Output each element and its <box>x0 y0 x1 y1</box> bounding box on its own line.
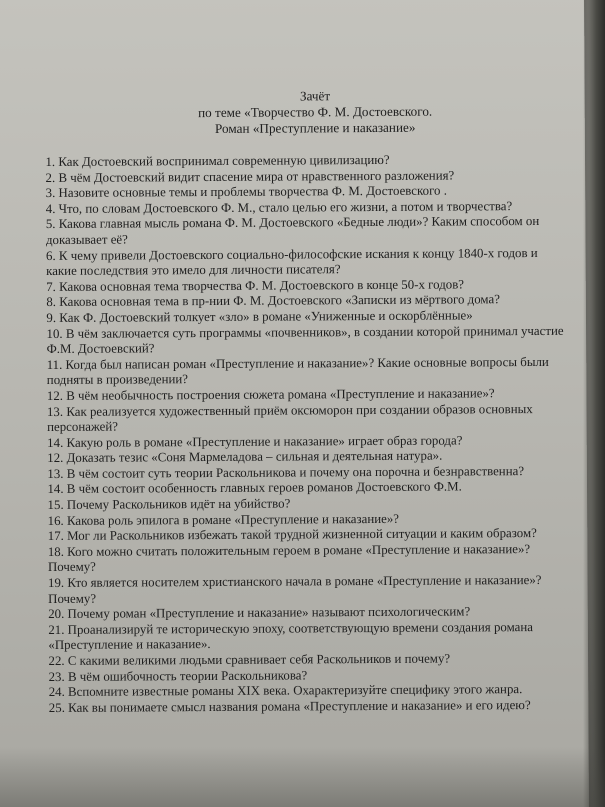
question-item: 4. Что, по словам Достоевского Ф. М., стало целью его жизни, а потом и творчества? <box>45 198 513 216</box>
question-list <box>45 152 568 717</box>
question-item: 12. В чём необычность построения сюжета романа «Преступление и наказание»? <box>46 386 495 403</box>
question-item: 23. В чём ошибочность теории Раскольникова? <box>48 668 308 684</box>
document-content <box>45 87 569 717</box>
question-item: 14. В чём состоит особенность главных героев романов Достоевского Ф.М. <box>47 479 462 497</box>
question-item: 22. С какими великими людьми сравнивает себя Раскольников и почему? <box>48 651 451 668</box>
question-item: 17. Мог ли Раскольников избежать такой трудной жизненной ситуации и каким образом? <box>47 526 537 544</box>
question-item: 19. Кто является носителем христианского начала в романе «Преступление и наказание»? Почему? <box>47 573 542 606</box>
question-item: 5. Какова главная мысль романа Ф. М. Достоевского «Бедные люди»? Каким способом он доказывает её? <box>45 214 540 247</box>
document-header <box>65 87 565 138</box>
question-item: 15. Почему Раскольников идёт на убийство? <box>47 496 291 513</box>
question-item: 3. Назовите основные темы и проблемы творчества Ф. М. Достоевского . <box>45 183 447 201</box>
question-item: 24. Вспомните известные романы XIX века. Охарактеризуйте специфику этого жанра. <box>48 682 523 700</box>
question-item: 6. К чему привели Достоевского социально-философские искания к концу 1840-х годов и какие последствия это имело для личности писателя? <box>45 245 538 279</box>
question-item: 25. Как вы понимаете смысл названия романа «Преступление и наказание» и его идею? <box>48 697 531 715</box>
question-item: 16. Какова роль эпилога в романе «Преступление и наказание»? <box>47 511 400 528</box>
question-item: 11. Когда был написан роман «Преступление и наказание»? Какие основные вопросы были подняты в произведении? <box>46 354 549 388</box>
question-item: 9. Как Ф. Достоевский толкует «зло» в романе «Униженные и оскорблённые» <box>46 308 473 325</box>
question-item: 18. Кого можно считать положительным героем в романе «Преступление и наказание»? Почему? <box>47 541 531 575</box>
question-item: 8. Какова основная тема в пр-нии Ф. М. Достоевского «Записки из мёртвого дома? <box>46 292 500 310</box>
bottom-shadow <box>0 747 605 807</box>
question-item: 20. Почему роман «Преступление и наказание» называют психологическим? <box>48 604 471 622</box>
question-item: 7. Какова основная тема творчества Ф. М. Достоевского в конце 50-х годов? <box>46 277 465 294</box>
page-edge-shadow <box>583 0 605 807</box>
question-item: 13. Как реализуется художественный приём оксюморон при создании образов основных персонажей? <box>46 401 533 435</box>
question-item: 13. В чём состоит суть теории Раскольникова и почему она порочна и безнравственна? <box>47 463 525 481</box>
question-item: 2. В чём Достоевский видит спасение мира от нравственного разложения? <box>45 168 455 185</box>
question-item: 10. В чём заключается суть программы «почвенников», в создании которой принимал участие Ф.М. Достоевский? <box>46 323 564 357</box>
question-item: 1. Как Достоевский воспринимал современную цивилизацию? <box>45 152 390 169</box>
document-subtitle-2: Роман «Преступление и наказание» <box>214 119 416 136</box>
document-subtitle: по теме «Творчество Ф. М. Достоевского. <box>198 103 433 121</box>
question-item: 12. Доказать тезис «Соня Мармеладова – сильная и деятельная натура». <box>47 448 443 466</box>
document-title: Зачёт <box>299 88 331 104</box>
question-item: 21. Проанализируй те историческую эпоху, соответствующую времени создания романа «Преступление и наказание». <box>48 619 534 653</box>
question-item: 14. Какую роль в романе «Преступление и наказание» играет образ города? <box>47 433 463 450</box>
